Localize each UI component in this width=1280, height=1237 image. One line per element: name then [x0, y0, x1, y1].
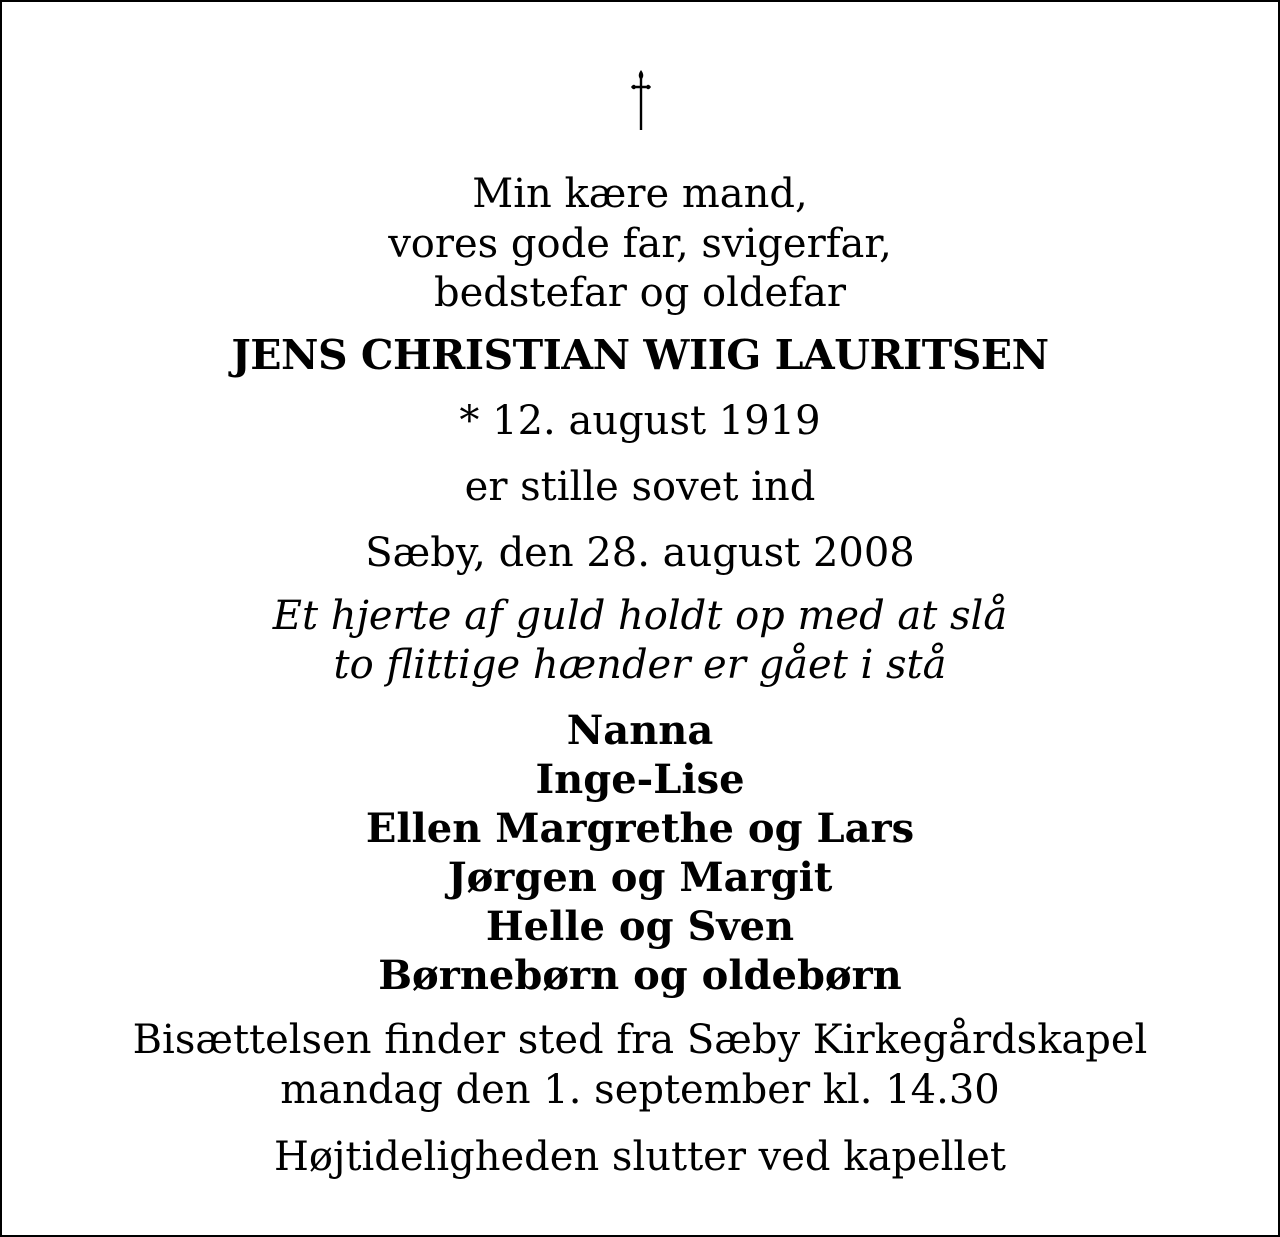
- latin-cross-icon: [628, 68, 654, 132]
- closing-note: Højtideligheden slutter ved kapellet: [274, 1134, 1006, 1180]
- funeral-info-line-1: Bisættelsen finder sted fra Sæby Kirkegårdskapel: [132, 1017, 1148, 1063]
- birth-date: * 12. august 1919: [459, 398, 821, 444]
- intro-line-2: vores gode far, svigerfar,: [388, 221, 892, 267]
- intro-line-3: bedstefar og oldefar: [434, 270, 846, 316]
- passed-away-text: er stille sovet ind: [464, 464, 816, 510]
- mourner-line: Ellen Margrethe og Lars: [365, 805, 915, 852]
- mourner-line: Nanna: [566, 707, 714, 754]
- place-and-date: Sæby, den 28. august 2008: [365, 530, 915, 576]
- mourner-line: Inge-Lise: [535, 756, 745, 803]
- deceased-name: JENS CHRISTIAN WIIG LAURITSEN: [231, 331, 1049, 379]
- intro-line-1: Min kære mand,: [472, 171, 808, 217]
- verse-line-2: to flittige hænder er gået i stå: [333, 642, 947, 688]
- mourner-line: Helle og Sven: [485, 903, 795, 950]
- funeral-info-line-2: mandag den 1. september kl. 14.30: [280, 1067, 1000, 1113]
- mourner-line: Børnebørn og oldebørn: [378, 952, 902, 999]
- mourner-line: Jørgen og Margit: [447, 854, 833, 901]
- verse-line-1: Et hjerte af guld holdt op med at slå: [272, 593, 1008, 639]
